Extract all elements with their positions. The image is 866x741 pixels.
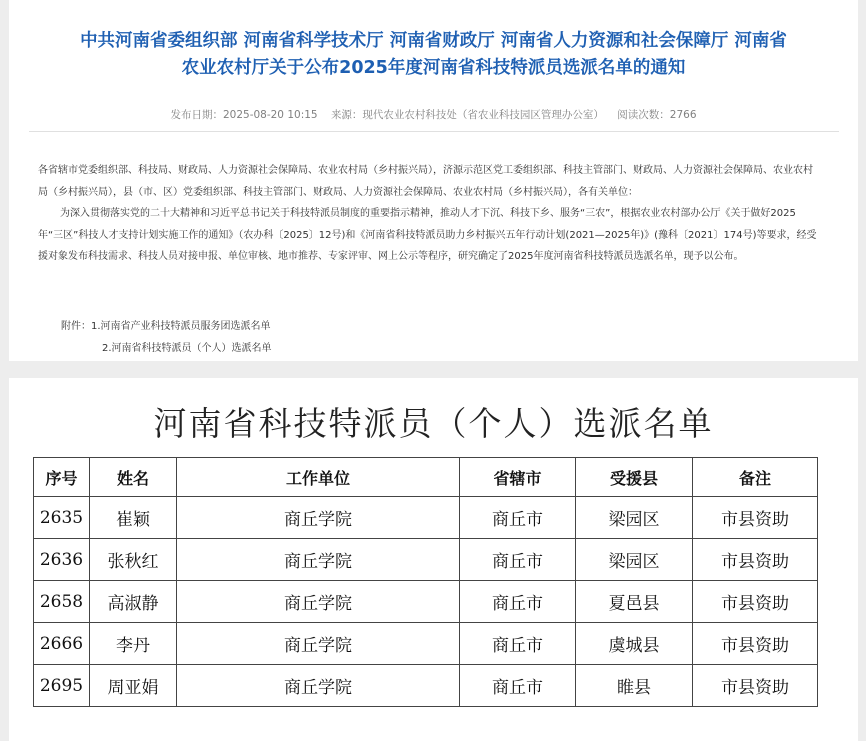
- attachment-link-1[interactable]: 附件：1.河南省产业科技特派员服务团选派名单: [61, 321, 271, 332]
- cell-seq: 2658: [34, 581, 90, 623]
- cell-remark: 市县资助: [693, 539, 818, 581]
- table-row: [34, 539, 818, 581]
- divider: [29, 131, 839, 132]
- cell-name: 高淑静: [90, 581, 177, 623]
- header-employer: 工作单位: [177, 458, 460, 497]
- cell-name: 周亚娟: [90, 665, 177, 707]
- cell-seq: 2635: [34, 497, 90, 539]
- cell-seq: 2695: [34, 665, 90, 707]
- attachments: [61, 316, 272, 359]
- cell-employer: 商丘学院: [177, 581, 460, 623]
- table-header-row: [34, 458, 818, 497]
- cell-employer: 商丘学院: [177, 497, 460, 539]
- cell-city: 商丘市: [460, 497, 576, 539]
- cell-name: 李丹: [90, 623, 177, 665]
- cell-county: 夏邑县: [576, 581, 693, 623]
- notice-body: [38, 160, 818, 268]
- header-county: 受援县: [576, 458, 693, 497]
- cell-seq: 2666: [34, 623, 90, 665]
- notice-meta: [9, 107, 858, 122]
- table-row: [34, 623, 818, 665]
- attachment-link-2[interactable]: 2.河南省科技特派员（个人）选派名单: [102, 342, 272, 354]
- header-city: 省辖市: [460, 458, 576, 497]
- table-row: [34, 581, 818, 623]
- header-name: 姓名: [90, 458, 177, 497]
- cell-county: 梁园区: [576, 497, 693, 539]
- notice-title: [9, 28, 858, 82]
- notice-card: [9, 0, 858, 361]
- header-seq: 序号: [34, 458, 90, 497]
- cell-employer: 商丘学院: [177, 623, 460, 665]
- cell-employer: 商丘学院: [177, 539, 460, 581]
- cell-city: 商丘市: [460, 623, 576, 665]
- cell-county: 睢县: [576, 665, 693, 707]
- cell-city: 商丘市: [460, 581, 576, 623]
- cell-city: 商丘市: [460, 539, 576, 581]
- notice-paragraph-2: 为深入贯彻落实党的二十大精神和习近平总书记关于科技特派员制度的重要指示精神，推动人才下沉、科技下乡、服务“三农”，根据农业农村部办公厅《关于做好2025年“三区”科技人才支持计划实施工作的通知》（农办科〔2025〕12号)和《河南省科技特派员助力乡村振兴五年行动计划(2021—2025年)》(豫科〔2021〕174号)等要求，经受援对象发布科技需求、科技人员对接申报、单位审核、地市推荐、专家评审、网上公示等程序，研究确定了2025年度河南省科技特派员选派名单，现予以公布。: [38, 208, 817, 262]
- view-count: 阅读次数：2766: [617, 109, 697, 121]
- notice-paragraph-1: 各省辖市党委组织部、科技局、财政局、人力资源社会保障局、农业农村局（乡村振兴局），济源示范区党工委组织部、科技主管部门、财政局、人力资源社会保障局、农业农村局（乡村振兴局），县（市、区）党委组织部、科技主管部门、财政局、人力资源社会保障局、农业农村局（乡村振兴局），各有关单位：: [38, 165, 813, 198]
- table-row: [34, 665, 818, 707]
- cell-name: 崔颖: [90, 497, 177, 539]
- list-title: 河南省科技特派员（个人）选派名单: [153, 404, 714, 443]
- cell-county: 虞城县: [576, 623, 693, 665]
- cell-city: 商丘市: [460, 665, 576, 707]
- source: 来源：现代农业农村科技处（省农业科技园区管理办公室）: [330, 109, 604, 121]
- table-row: [34, 497, 818, 539]
- header-remark: 备注: [693, 458, 818, 497]
- cell-county: 梁园区: [576, 539, 693, 581]
- cell-remark: 市县资助: [693, 581, 818, 623]
- cell-remark: 市县资助: [693, 623, 818, 665]
- notice-title-line2: 农业农村厅关于公布2025年度河南省科技特派员选派名单的通知: [181, 58, 686, 78]
- cell-remark: 市县资助: [693, 665, 818, 707]
- notice-title-line1: 中共河南省委组织部 河南省科学技术厅 河南省财政厅 河南省人力资源和社会保障厅 河南省: [80, 31, 787, 51]
- cell-remark: 市县资助: [693, 497, 818, 539]
- publish-date: 发布日期：2025-08-20 10:15: [170, 109, 318, 121]
- selection-list-card: [9, 378, 858, 741]
- selection-table: [33, 457, 818, 707]
- cell-employer: 商丘学院: [177, 665, 460, 707]
- cell-name: 张秋红: [90, 539, 177, 581]
- cell-seq: 2636: [34, 539, 90, 581]
